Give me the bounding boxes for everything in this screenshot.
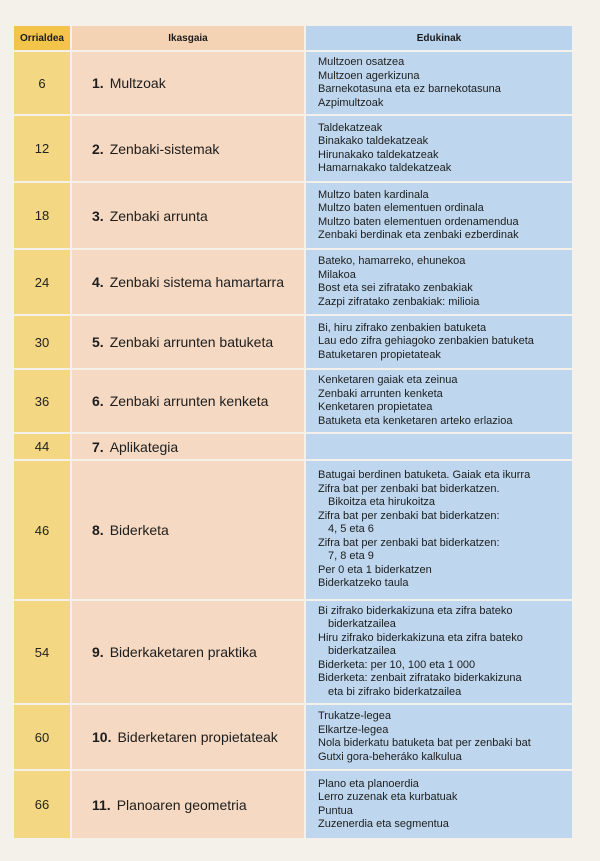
header-page: Orrialdea: [14, 26, 70, 50]
content-item: Trukatze-legea: [318, 710, 391, 722]
content-item: Biderkatzeko taula: [318, 577, 409, 590]
content-cell: [304, 368, 572, 432]
page-number: 60: [14, 703, 70, 769]
content-item: Puntua: [318, 804, 353, 817]
content-item: 7, 8 eta 9: [328, 550, 374, 563]
content-item: Batugai berdinen batuketa. Gaiak eta ikurra: [318, 469, 531, 482]
content-item: Zifra bat per zenbaki bat biderkatzen:: [318, 536, 500, 549]
lesson-cell: [70, 432, 304, 459]
content-item: Batuketa eta kenketaren arteko erlazioa: [318, 414, 513, 427]
lesson-number: 2.: [92, 140, 104, 157]
lesson-title: Biderketa: [109, 522, 169, 538]
content-item: Taldekatzeak: [318, 121, 383, 134]
content-item: Multzo baten kardinala: [318, 188, 429, 201]
lesson-number: 3.: [92, 207, 104, 224]
lesson-title: Zenbaki arrunta: [109, 207, 208, 224]
page-number: 12: [14, 114, 70, 181]
page-number: 6: [14, 50, 70, 114]
lesson-number: 8.: [92, 522, 104, 538]
lesson-title: Multzoak: [109, 75, 166, 91]
content-cell: [304, 432, 572, 459]
lesson-number: 1.: [92, 75, 104, 91]
lesson-number: 10.: [92, 729, 112, 745]
content-item: Hiru zifrako biderkakizuna eta zifra bateko: [318, 631, 523, 644]
lesson-cell: [70, 599, 304, 703]
lesson-cell: [70, 314, 304, 368]
header-lesson: Ikasgaia: [70, 26, 304, 50]
content-item: Zazpi zifratako zenbakiak: milioia: [318, 295, 480, 308]
content-cell: [304, 599, 572, 703]
content-item: biderkatzailea: [328, 645, 396, 658]
content-item: Binakako taldekatzeak: [318, 135, 429, 147]
content-item: Per 0 eta 1 biderkatzen: [318, 563, 432, 576]
lesson-number: 4.: [92, 274, 104, 290]
content-item: 4, 5 eta 6: [328, 523, 374, 536]
content-item: eta bi zifrako biderkatzailea: [328, 685, 462, 698]
content-item: Biderketa: per 10, 100 eta 1 000: [318, 658, 476, 671]
content-item: Biderketa: zenbait zifratako biderkakizuna: [318, 672, 522, 685]
contents-table: [14, 26, 572, 838]
content-cell: [304, 114, 572, 181]
content-item: Bost eta sei zifratako zenbakiak: [318, 282, 473, 294]
page-number: 44: [14, 432, 70, 459]
lesson-number: 6.: [92, 393, 104, 409]
content-item: Bikoitza eta hirukoitza: [328, 496, 435, 509]
lesson-title: Zenbaki sistema hamartarra: [109, 274, 284, 290]
lesson-title: Zenbaki-sistemak: [109, 140, 220, 157]
content-item: Azpimultzoak: [318, 96, 384, 109]
content-item: Multzoen agerkizuna: [318, 69, 420, 82]
page-number: 30: [14, 314, 70, 368]
page-number: 18: [14, 181, 70, 248]
content-item: Zifra bat per zenbaki bat biderkatzen.: [318, 482, 500, 495]
page-number: 46: [14, 459, 70, 599]
lesson-title: Zenbaki arrunten kenketa: [109, 393, 269, 409]
content-item: Lau edo zifra gehiagoko zenbakien batuketa: [318, 335, 534, 348]
content-cell: [304, 181, 572, 248]
lesson-cell: [70, 703, 304, 769]
content-item: Nola biderkatu batuketa bat per zenbaki bat: [318, 737, 531, 749]
content-item: Zuzenerdia eta segmentua: [318, 818, 449, 830]
content-cell: [304, 50, 572, 114]
content-item: Multzo baten elementuen ordenamendua: [318, 215, 519, 228]
content-item: Kenketaren propietatea: [318, 401, 433, 413]
content-item: Batuketaren propietateak: [318, 348, 441, 361]
content-item: Hirunakako taldekatzeak: [318, 148, 439, 161]
lesson-number: 11.: [92, 796, 111, 813]
content-cell: [304, 769, 572, 838]
content-cell: [304, 248, 572, 314]
lesson-title: Aplikategia: [109, 438, 179, 455]
lesson-title: Biderketaren propietateak: [117, 729, 278, 745]
content-item: Barnekotasuna eta ez barnekotasuna: [318, 83, 501, 95]
content-item: Lerro zuzenak eta kurbatuak: [318, 791, 458, 803]
content-item: Bi zifrako biderkakizuna eta zifra bateko: [318, 604, 513, 617]
content-item: Elkartze-legea: [318, 723, 389, 736]
lesson-cell: [70, 368, 304, 432]
page-number: 54: [14, 599, 70, 703]
content-item: Gutxi gora-beheráko kalkulua: [318, 750, 462, 763]
content-cell: [304, 459, 572, 599]
lesson-cell: [70, 181, 304, 248]
content-item: Bi, hiru zifrako zenbakien batuketa: [318, 321, 487, 334]
page-number: 36: [14, 368, 70, 432]
lesson-number: 7.: [92, 438, 104, 455]
content-item: Multzoen osatzea: [318, 56, 405, 68]
lesson-title: Planoaren geometria: [116, 796, 247, 813]
content-item: Bateko, hamarreko, ehunekoa: [318, 255, 466, 267]
lesson-cell: [70, 769, 304, 838]
lesson-cell: [70, 459, 304, 599]
content-item: Hamarnakako taldekatzeak: [318, 162, 452, 174]
content-item: Zifra bat per zenbaki bat biderkatzen:: [318, 509, 500, 522]
content-item: Plano eta planoerdia: [318, 777, 419, 790]
lesson-cell: [70, 50, 304, 114]
content-cell: [304, 314, 572, 368]
lesson-number: 9.: [92, 644, 104, 660]
lesson-cell: [70, 248, 304, 314]
lesson-cell: [70, 114, 304, 181]
content-item: Milakoa: [318, 268, 356, 281]
content-item: Zenbaki arrunten kenketa: [318, 387, 443, 400]
content-cell: [304, 703, 572, 769]
page-number: 66: [14, 769, 70, 838]
header-content: Edukinak: [304, 26, 572, 50]
page-number: 24: [14, 248, 70, 314]
lesson-title: Biderkaketaren praktika: [109, 644, 257, 660]
lesson-number: 5.: [92, 334, 104, 350]
content-item: Multzo baten elementuen ordinala: [318, 202, 484, 214]
content-item: Zenbaki berdinak eta zenbaki ezberdinak: [318, 229, 519, 241]
content-item: Kenketaren gaiak eta zeinua: [318, 374, 458, 386]
lesson-title: Zenbaki arrunten batuketa: [109, 334, 274, 350]
content-item: biderkatzailea: [328, 618, 396, 631]
